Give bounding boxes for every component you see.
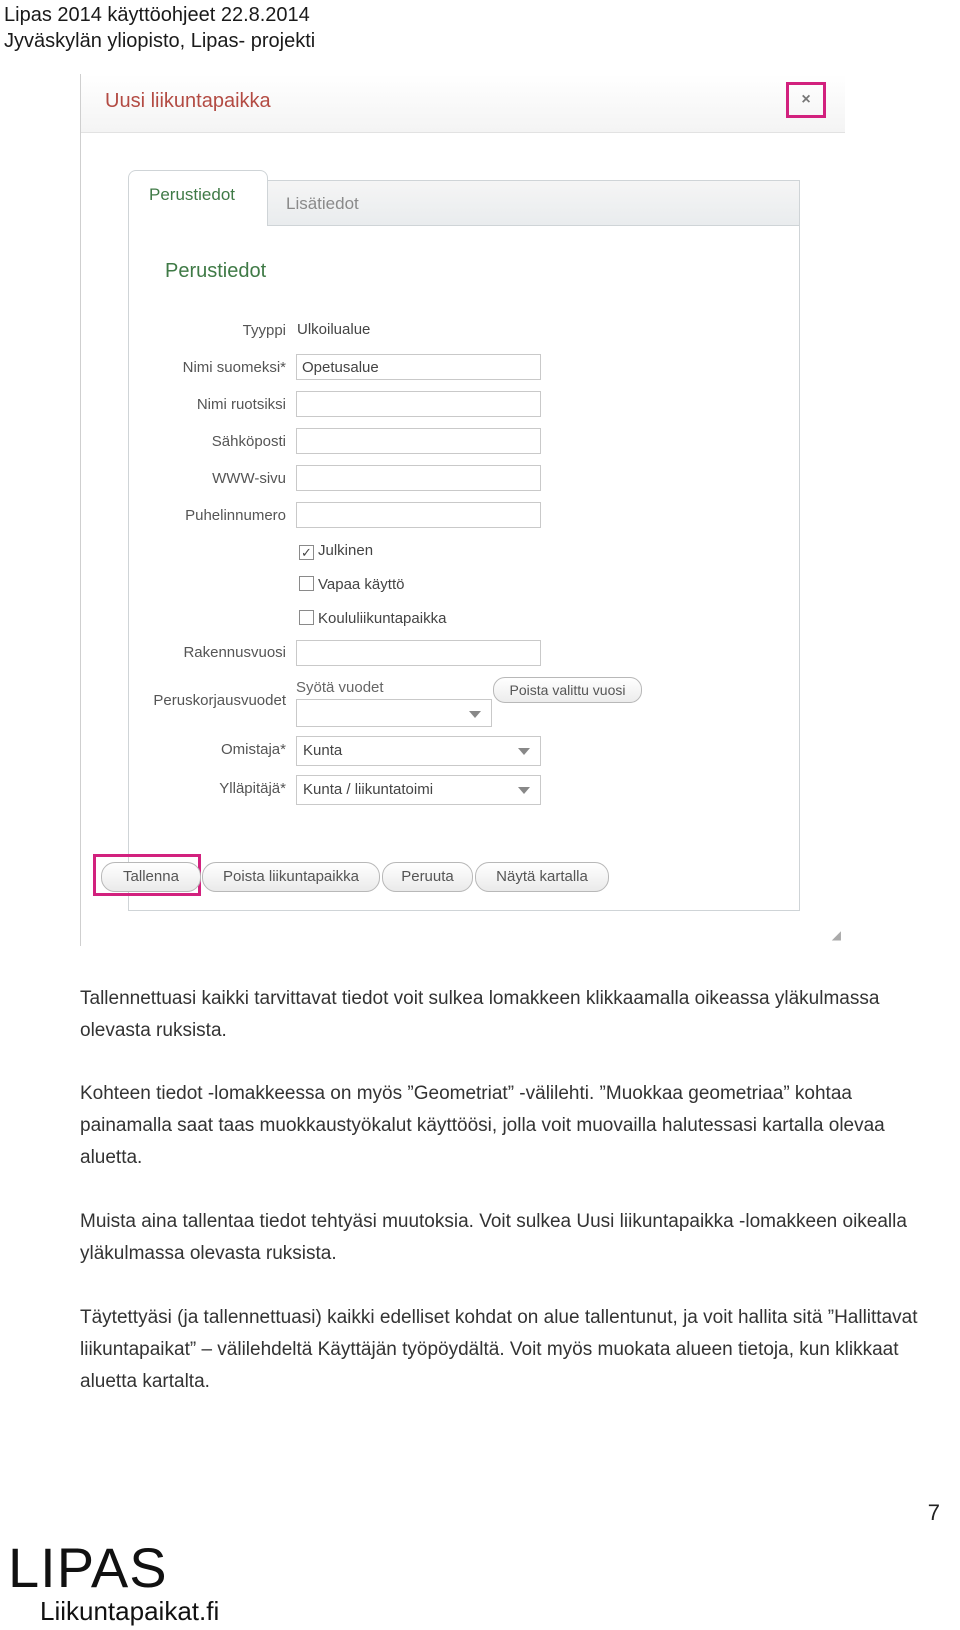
paragraph-1: Tallennettuasi kaikki tarvittavat tiedot voit sulkea lomakkeen klikkaamalla oikeassa yläkulmassa olevasta ruksista. — [80, 988, 880, 1041]
chevron-down-icon — [469, 711, 481, 718]
save-button[interactable]: Tallenna — [101, 862, 201, 892]
label-tyyppi: Tyyppi — [242, 322, 286, 339]
paragraph-2: Kohteen tiedot -lomakkeessa on myös ”Geometriat” -välilehti. ”Muokkaa geometriaa” kohtaa painamalla saat taas muokkaustyökalut käyttöösi, jolla voit muovailla halutessasi kartalla olevaa aluetta. — [80, 1083, 885, 1168]
tab-bar — [128, 170, 800, 213]
label-omistaja: Omistaja* — [220, 741, 286, 758]
tab-perustiedot-label: Perustiedot — [149, 185, 235, 204]
tyyppi-value: Ulkoilualue — [297, 321, 371, 338]
label-rakennusvuosi: Rakennusvuosi — [183, 644, 286, 661]
label-sahkoposti: Sähköposti — [211, 433, 286, 450]
checkbox-vapaa-kaytto[interactable] — [299, 576, 404, 593]
dialog-title: Uusi liikuntapaikka — [105, 90, 271, 112]
checkbox-julkinen-label: Julkinen — [318, 542, 374, 559]
label-peruskorjausvuodet: Peruskorjausvuodet — [153, 692, 286, 709]
lipas-logo — [8, 1536, 220, 1626]
chevron-down-icon — [518, 787, 530, 794]
label-yllapitaja: Ylläpitäjä* — [219, 780, 286, 797]
label-nimi-ruotsiksi: Nimi ruotsiksi — [196, 396, 286, 413]
page-number: 7 — [927, 1500, 940, 1525]
tab-bar-filler — [391, 180, 800, 226]
puhelinnumero-input[interactable] — [296, 502, 541, 528]
logo-title: LIPAS — [8, 1536, 168, 1599]
yllapitaja-value: Kunta / liikuntatoimi — [303, 781, 434, 798]
chevron-down-icon — [518, 748, 530, 755]
checkbox-koululiikuntapaikka-box[interactable] — [299, 610, 314, 625]
tab-perustiedot[interactable] — [128, 170, 268, 226]
tab-lisatiedot-label: Lisätiedot — [286, 194, 359, 213]
nimi-ruotsiksi-input[interactable] — [296, 391, 541, 417]
checkbox-vapaa-kaytto-label: Vapaa käyttö — [318, 576, 405, 593]
show-on-map-button[interactable]: Näytä kartalla — [475, 862, 609, 892]
checkbox-koululiikuntapaikka[interactable] — [299, 610, 446, 627]
cancel-button[interactable]: Peruuta — [382, 862, 473, 892]
www-sivu-input[interactable] — [296, 465, 541, 491]
remove-year-button[interactable]: Poista valittu vuosi — [493, 677, 642, 703]
label-puhelinnumero: Puhelinnumero — [185, 507, 286, 524]
delete-place-button[interactable]: Poista liikuntapaikka — [202, 862, 380, 892]
paragraph-4: Täytettyäsi (ja tallennettuasi) kaikki edelliset kohdat on alue tallentunut, ja voit hallita sitä ”Hallittavat liikuntapaikat” – välilehdeltä Käyttäjän työpöydältä. Voit myös muokata alueen tietoja, kun klikkaat aluetta kartalta. — [80, 1307, 918, 1392]
rakennusvuosi-input[interactable] — [296, 640, 541, 666]
label-nimi-suomeksi: Nimi suomeksi* — [182, 359, 286, 376]
paragraph-3: Muista aina tallentaa tiedot tehtyäsi muutoksia. Voit sulkea Uusi liikuntapaikka -lomakkeen oikealla yläkulmassa olevasta ruksista. — [80, 1211, 907, 1264]
logo-subtitle: Liikuntapaikat.fi — [40, 1596, 220, 1626]
resize-grip-icon[interactable]: ◢ — [831, 928, 841, 942]
sahkoposti-input[interactable] — [296, 428, 541, 454]
checkbox-koululiikuntapaikka-label: Koululiikuntapaikka — [318, 610, 447, 627]
checkbox-vapaa-kaytto-box[interactable] — [299, 576, 314, 591]
label-www-sivu: WWW-sivu — [212, 470, 286, 487]
syota-vuodet-label: Syötä vuodet — [296, 679, 384, 696]
header-line-1: Lipas 2014 käyttöohjeet 22.8.2014 — [4, 4, 310, 26]
form-screenshot — [80, 74, 845, 946]
yllapitaja-select[interactable] — [296, 775, 541, 805]
close-highlight — [786, 82, 826, 118]
omistaja-select[interactable] — [296, 736, 541, 766]
omistaja-value: Kunta — [303, 742, 343, 759]
checkbox-julkinen-box[interactable]: ✓ — [299, 545, 314, 560]
peruskorjausvuodet-select[interactable] — [296, 699, 492, 727]
section-title: Perustiedot — [165, 260, 267, 282]
document-header — [4, 2, 315, 54]
close-icon[interactable]: × — [801, 91, 811, 108]
nimi-suomeksi-input[interactable] — [296, 354, 541, 380]
checkbox-julkinen[interactable] — [299, 542, 373, 560]
header-line-2: Jyväskylän yliopisto, Lipas- projekti — [4, 30, 316, 52]
